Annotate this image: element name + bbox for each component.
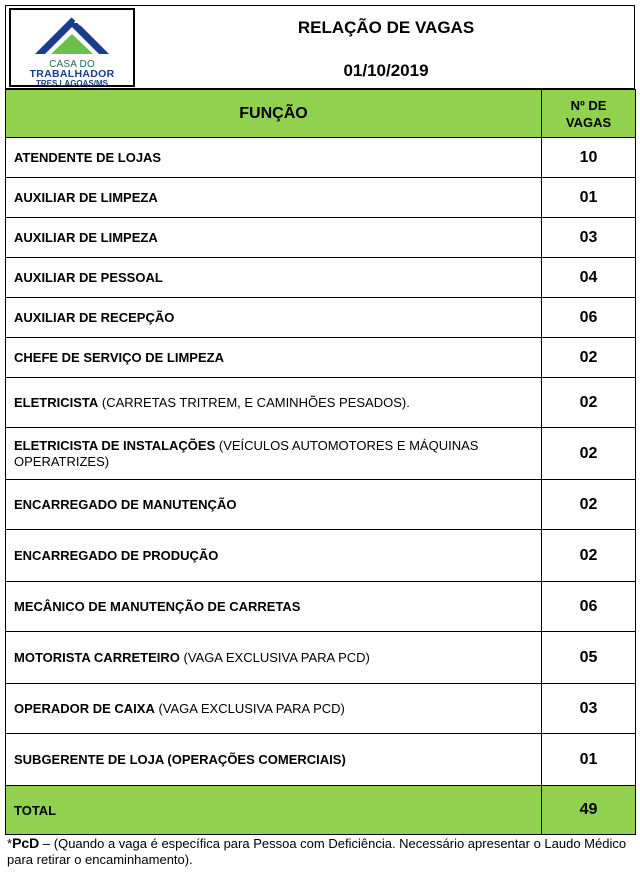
vacancy-count: 10: [542, 138, 636, 178]
table-row: [6, 428, 636, 480]
table-row: [6, 138, 636, 178]
vacancy-count: 02: [542, 338, 636, 378]
job-note: (VAGA EXCLUSIVA PARA PCD): [154, 700, 345, 716]
vacancy-count: 02: [542, 480, 636, 530]
total-label: TOTAL: [6, 786, 542, 835]
footnote-asterisk: *: [7, 836, 13, 851]
table-row: [6, 338, 636, 378]
table-row: [6, 480, 636, 530]
job-title: AUXILIAR DE LIMPEZA: [14, 229, 158, 245]
total-value: 49: [542, 786, 636, 835]
house-roof-icon: [11, 10, 133, 60]
logo-text-casa-do: CASA DO: [49, 59, 95, 70]
job-title: MECÂNICO DE MANUTENÇÃO DE CARRETAS: [14, 598, 301, 614]
job-function-cell: [6, 582, 542, 632]
job-function-cell: [6, 258, 542, 298]
job-function-cell: [6, 632, 542, 684]
vacancies-table: [5, 89, 636, 835]
job-function-cell: [6, 428, 542, 480]
job-function-cell: [6, 734, 542, 786]
table-row: [6, 734, 636, 786]
job-function-cell: [6, 338, 542, 378]
job-note: (CARRETAS TRITREM, E CAMINHÕES PESADOS).: [98, 394, 410, 410]
logo-text-trabalhador: TRABALHADOR: [29, 68, 115, 80]
table-row: [6, 178, 636, 218]
column-header-vacancies: [542, 90, 636, 138]
column-header-vacancies-line2: VAGAS: [565, 114, 612, 130]
document-header: [5, 5, 635, 89]
job-note: (VAGA EXCLUSIVA PARA PCD): [179, 649, 370, 665]
table-row: [6, 582, 636, 632]
table-row: [6, 258, 636, 298]
job-title: ELETRICISTA: [14, 394, 99, 410]
footnote-term: PcD: [12, 835, 40, 851]
vacancy-count: 05: [542, 632, 636, 684]
column-header-vacancies-line1: Nº DE: [570, 97, 607, 113]
casa-do-trabalhador-logo: [9, 8, 135, 87]
vacancy-count: 06: [542, 582, 636, 632]
table-row: [6, 684, 636, 734]
job-title: CHEFE DE SERVIÇO DE LIMPEZA: [14, 349, 224, 365]
job-function-cell: [6, 218, 542, 258]
job-title: SUBGERENTE DE LOJA (OPERAÇÕES COMERCIAIS): [14, 751, 346, 767]
job-function-cell: [6, 480, 542, 530]
job-function-cell: [6, 298, 542, 338]
job-title: MOTORISTA CARRETEIRO: [14, 649, 180, 665]
logo-text-city: TRES LAGOAS/MS: [35, 79, 108, 88]
job-title: AUXILIAR DE LIMPEZA: [14, 189, 158, 205]
job-function-cell: [6, 378, 542, 428]
vacancy-count: 03: [542, 684, 636, 734]
job-title: ENCARREGADO DE MANUTENÇÃO: [14, 496, 237, 512]
job-title: ENCARREGADO DE PRODUÇÃO: [14, 547, 219, 563]
table-row: [6, 298, 636, 338]
table-row: [6, 378, 636, 428]
table-row: [6, 632, 636, 684]
job-function-cell: [6, 684, 542, 734]
total-row: [6, 786, 636, 835]
table-row: [6, 218, 636, 258]
job-note: (VEÍCULOS AUTOMOTORES E MÁQUINAS OPERATRIZES): [14, 437, 479, 469]
vacancy-count: 01: [542, 178, 636, 218]
job-title: AUXILIAR DE RECEPÇÃO: [14, 309, 175, 325]
job-title: OPERADOR DE CAIXA: [14, 700, 155, 716]
job-title: ATENDENTE DE LOJAS: [14, 149, 162, 165]
page-title: RELAÇÃO DE VAGAS: [297, 18, 475, 37]
job-title: ELETRICISTA DE INSTALAÇÕES: [14, 437, 216, 453]
vacancy-count: 02: [542, 530, 636, 582]
column-header-function: FUNÇÃO: [6, 90, 542, 138]
vacancy-count: 02: [542, 428, 636, 480]
table-header-row: [6, 90, 636, 138]
job-function-cell: [6, 530, 542, 582]
vacancy-count: 01: [542, 734, 636, 786]
table-row: [6, 530, 636, 582]
vacancy-count: 04: [542, 258, 636, 298]
vacancy-count: 02: [542, 378, 636, 428]
footnote: [7, 835, 633, 868]
page-date: 01/10/2019: [343, 61, 429, 80]
job-title: AUXILIAR DE PESSOAL: [14, 269, 163, 285]
footnote-text: – (Quando a vaga é específica para Pessoa com Deficiência. Necessário apresentar o Laudo Médico para retirar o encaminhamento).: [7, 836, 627, 867]
job-function-cell: [6, 138, 542, 178]
vacancy-count: 06: [542, 298, 636, 338]
job-function-cell: [6, 178, 542, 218]
vacancy-count: 03: [542, 218, 636, 258]
